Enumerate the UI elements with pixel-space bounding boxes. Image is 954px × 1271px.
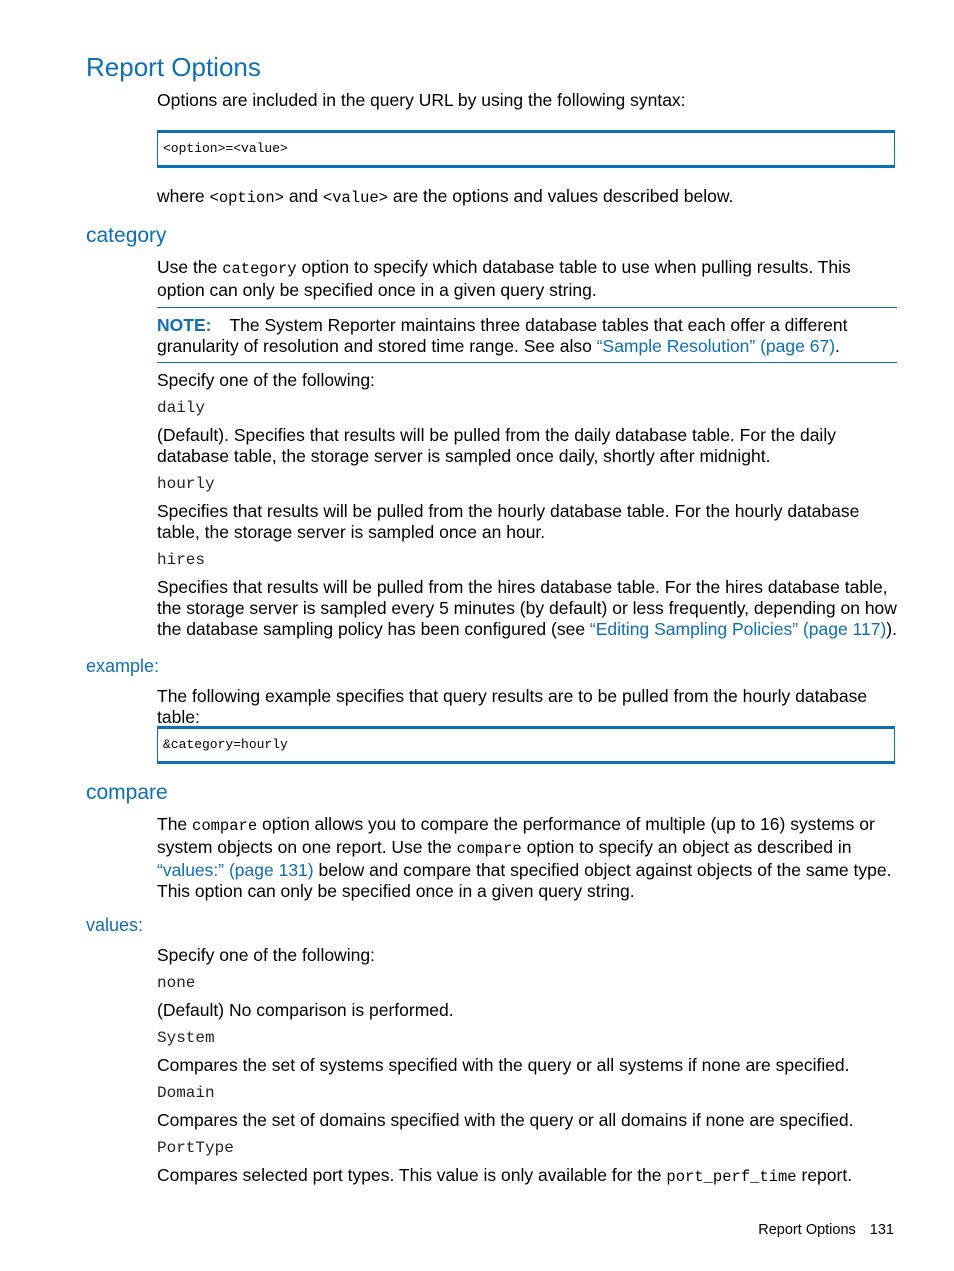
where-mid: and — [283, 186, 323, 206]
compare-p2: option allows you to compare the performance of multiple (up to 16) systems or system objects on one report. Use the — [157, 814, 875, 857]
system-description: Compares the set of systems specified with the query or all systems if none are specified. — [157, 1055, 850, 1075]
example-code-box — [157, 726, 895, 764]
page-footer — [744, 1222, 894, 1238]
compare-p3: option to specify an object as described in — [521, 837, 852, 857]
compare-code2: compare — [456, 840, 522, 858]
hires-desc-post: ). — [886, 619, 897, 639]
note-box — [157, 307, 897, 363]
note-label: NOTE: — [157, 315, 212, 335]
where-post: are the options and values described below. — [388, 186, 734, 206]
example-heading: example: — [86, 656, 160, 676]
category-description — [157, 257, 897, 301]
daily-description: (Default). Specifies that results will be pulled from the daily database table. For the daily database table, the storage server is sampled once daily, shortly after midnight. — [157, 425, 836, 466]
footer-section: Report Options — [758, 1222, 856, 1238]
example-code: &category=hourly — [163, 737, 288, 752]
term-hourly: hourly — [157, 475, 215, 493]
term-none: none — [157, 974, 196, 992]
hires-desc-pre: Specifies that results will be pulled from the hires database table. For the hires database table, the storage server is sampled every 5 minutes (by default) or less frequently, depending on how the database sampling policy has been configured (see — [157, 577, 897, 639]
syntax-code-box — [157, 130, 895, 168]
category-desc-code: category — [222, 260, 297, 278]
where-pre: where — [157, 186, 210, 206]
footer-page-number: 131 — [869, 1222, 894, 1238]
compare-heading: compare — [86, 781, 168, 804]
porttype-desc-code: port_perf_time — [666, 1168, 797, 1186]
syntax-code: <option>=<value> — [163, 141, 288, 156]
intro-text: Options are included in the query URL by using the following syntax: — [157, 90, 686, 110]
none-description: (Default) No comparison is performed. — [157, 1000, 454, 1020]
editing-sampling-policies-link[interactable]: “Editing Sampling Policies” (page 117) — [589, 619, 887, 639]
compare-code1: compare — [192, 817, 258, 835]
where-text — [157, 186, 897, 209]
term-daily: daily — [157, 399, 206, 417]
compare-p4: below and compare that specified object against objects of the same type. This option can only be specified once in a given query string. — [157, 860, 892, 901]
term-hires: hires — [157, 551, 206, 569]
category-desc-post: option to specify which database table to use when pulling results. This option can only be specified once in a given query string. — [157, 257, 851, 300]
values-specify-text: Specify one of the following: — [157, 945, 375, 965]
page-title: Report Options — [86, 52, 261, 82]
term-porttype: PortType — [157, 1139, 234, 1157]
term-system: System — [157, 1029, 215, 1047]
category-desc-pre: Use the — [157, 257, 223, 277]
example-text: The following example specifies that query results are to be pulled from the hourly database table: — [157, 686, 868, 727]
where-code-option: <option> — [209, 189, 284, 207]
compare-p1: The — [157, 814, 193, 834]
category-specify-text: Specify one of the following: — [157, 370, 375, 390]
hourly-description: Specifies that results will be pulled from the hourly database table. For the hourly database table, the storage server is sampled once an hour. — [157, 501, 860, 542]
term-domain: Domain — [157, 1084, 215, 1102]
values-link[interactable]: “values:” (page 131) — [157, 860, 314, 880]
porttype-description — [157, 1165, 897, 1188]
where-code-value: <value> — [322, 189, 389, 207]
sample-resolution-link[interactable]: “Sample Resolution” (page 67) — [596, 336, 836, 356]
values-heading: values: — [86, 915, 144, 935]
note-text: The System Reporter maintains three database tables that each offer a different granularity of resolution and stored time range. See also — [157, 315, 848, 356]
category-heading: category — [86, 224, 167, 247]
domain-description: Compares the set of domains specified with the query or all domains if none are specified. — [157, 1110, 854, 1130]
porttype-desc-pre: Compares selected port types. This value is only available for the — [157, 1165, 667, 1185]
porttype-desc-post: report. — [796, 1165, 853, 1185]
hires-description — [157, 577, 897, 640]
note-end: . — [835, 336, 840, 356]
compare-description — [157, 814, 897, 902]
